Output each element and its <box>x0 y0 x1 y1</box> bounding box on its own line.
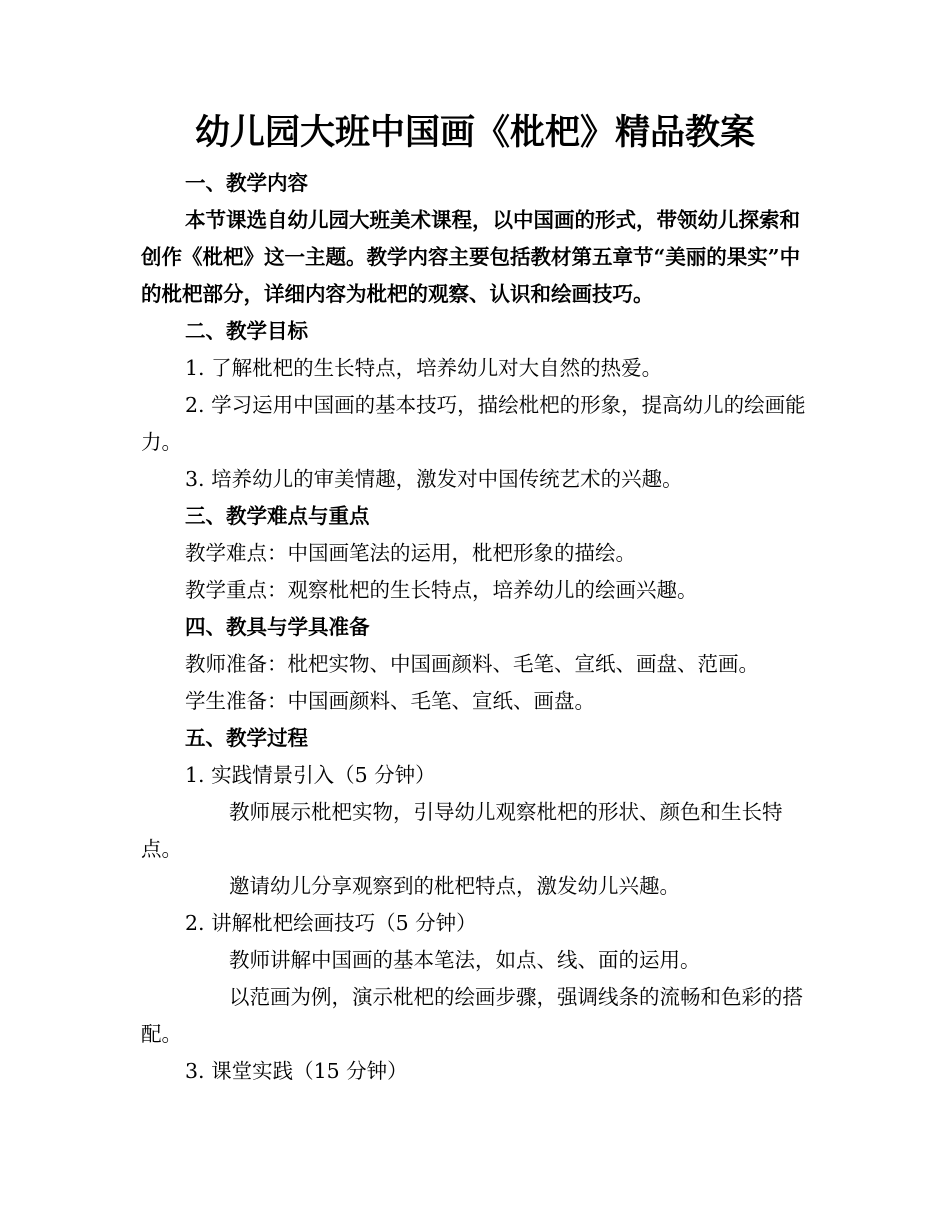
student-prep-text: 学生准备：中国画颜料、毛笔、宣纸、画盘。 <box>185 689 595 713</box>
goal-item-1: 1. 了解枇杷的生长特点，培养幼儿对大自然的热爱。 <box>185 356 663 380</box>
document-body <box>141 165 806 1090</box>
goal-item-3: 3. 培养幼儿的审美情趣，激发对中国传统艺术的兴趣。 <box>185 467 683 491</box>
step-1-detail-a: 教师展示枇杷实物，引导幼儿观察枇杷的形状、颜色和生长特点。 <box>141 800 783 861</box>
section-heading-difficulty: 三、教学难点与重点 <box>185 504 370 528</box>
step-1-detail-b: 邀请幼儿分享观察到的枇杷特点，激发幼儿兴趣。 <box>229 874 680 898</box>
section-heading-process: 五、教学过程 <box>185 726 308 750</box>
goal-item-2: 2. 学习运用中国画的基本技巧，描绘枇杷的形象，提高幼儿的绘画能力。 <box>141 393 806 454</box>
content-paragraph: 本节课选自幼儿园大班美术课程，以中国画的形式，带领幼儿探索和创作《枇杷》这一主题。教学内容主要包括教材第五章节“美丽的果实”中的枇杷部分，详细内容为枇杷的观察、认识和绘画技巧。 <box>141 208 801 306</box>
difficulty-text: 教学难点：中国画笔法的运用，枇杷形象的描绘。 <box>185 541 636 565</box>
step-2-title: 2. 讲解枇杷绘画技巧（5 分钟） <box>185 911 477 935</box>
document-title: 幼儿园大班中国画《枇杷》精品教案 <box>194 112 755 153</box>
step-2-detail-a: 教师讲解中国画的基本笔法，如点、线、面的运用。 <box>229 948 701 972</box>
teacher-prep-text: 教师准备：枇杷实物、中国画颜料、毛笔、宣纸、画盘、范画。 <box>185 652 759 676</box>
step-1-title: 1. 实践情景引入（5 分钟） <box>185 763 436 787</box>
step-3-title: 3. 课堂实践（15 分钟） <box>185 1059 408 1083</box>
section-heading-prep: 四、教具与学具准备 <box>185 615 370 639</box>
section-heading-goals: 二、教学目标 <box>185 319 308 343</box>
section-heading-content: 一、教学内容 <box>185 171 308 195</box>
step-2-detail-b: 以范画为例，演示枇杷的绘画步骤，强调线条的流畅和色彩的搭配。 <box>141 985 803 1046</box>
key-point-text: 教学重点：观察枇杷的生长特点，培养幼儿的绘画兴趣。 <box>185 578 698 602</box>
